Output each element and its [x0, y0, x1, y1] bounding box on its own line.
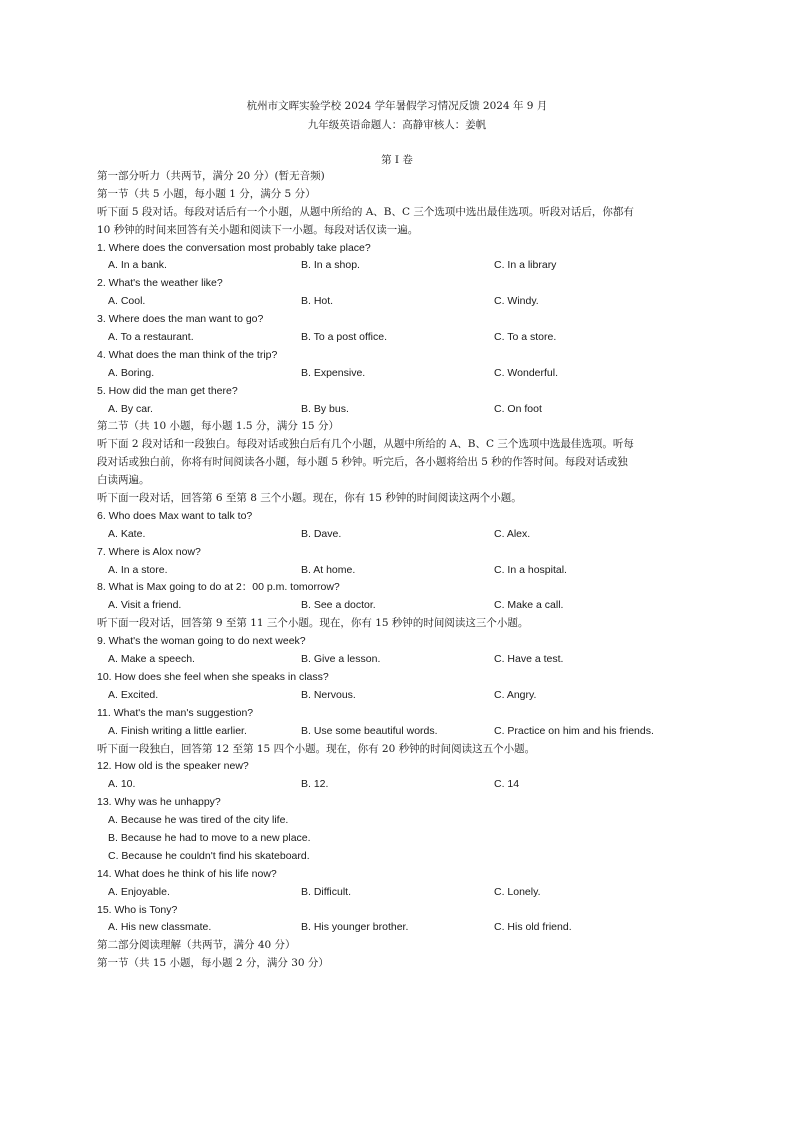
question-options [97, 597, 707, 615]
part2-section1-title: 第一节（共 15 小题，每小题 2 分，满分 30 分） [97, 957, 329, 970]
option-a: A. In a bank. [108, 259, 167, 272]
section2-instruction: 听下面 2 段对话和一段独白。每段对话或独白后有几个小题，从题中所给的 A、B、C 三个选项中选最佳选项。听每 [97, 438, 634, 451]
question-text: 11. What's the man's suggestion? [97, 706, 254, 719]
section1-instruction: 10 秒钟的时间来回答有关小题和阅读下一小题。每段对话仅读一遍。 [97, 223, 419, 236]
option-c: C. Angry. [494, 688, 537, 701]
question-options [97, 401, 707, 419]
option-c: C. On foot [494, 402, 542, 415]
exam-title: 杭州市文晖实验学校 2024 学年暑假学习情况反馈 2024 年 9 月 [246, 100, 548, 112]
question-text: 2. What's the weather like? [97, 277, 223, 290]
option-a: A. Cool. [108, 295, 146, 308]
option-c: C. Make a call. [494, 599, 564, 612]
option-c: C. Wonderful. [494, 366, 558, 379]
option-a: A. His new classmate. [108, 921, 212, 934]
option-c: C. To a store. [494, 331, 557, 344]
option-b: B. His younger brother. [301, 921, 409, 934]
section1-instruction: 听下面 5 段对话。每段对话后有一个小题，从题中所给的 A、B、C 三个选项中选出最佳选项。听段对话后，你都有 [97, 205, 634, 218]
option-a: A. Boring. [108, 366, 155, 379]
question-options [97, 562, 707, 580]
section2-instruction: 白读两遍。 [97, 474, 150, 487]
question-text: 12. How old is the speaker new? [97, 760, 249, 773]
question-text: 7. Where is Alox now? [97, 545, 201, 558]
question-options [97, 919, 707, 937]
option-a: A. To a restaurant. [108, 331, 194, 344]
group-instruction: 听下面一段对话，回答第 6 至第 8 三个小题。现在，你有 15 秒钟的时间阅读这两个小题。 [97, 492, 522, 505]
question-text: 6. Who does Max want to talk to? [97, 509, 253, 522]
section2-instruction: 段对话或独白前，你将有时间阅读各小题，每小题 5 秒钟。听完后，各小题将给出 5 秒的作答时间。每段对话或独 [97, 456, 628, 469]
question-text: 3. Where does the man want to go? [97, 313, 264, 326]
option-c: C. 14 [494, 778, 520, 791]
question-options [97, 365, 707, 383]
part2-title: 第二部分阅读理解（共两节，满分 40 分） [97, 939, 296, 952]
option-b: B. At home. [301, 563, 356, 576]
question-text: 14. What does he think of his life now? [97, 867, 277, 880]
option-b: B. In a shop. [301, 259, 360, 272]
question-text: 4. What does the man think of the trip? [97, 348, 278, 361]
option-c: C. In a library [494, 259, 557, 272]
question-text: 5. How did the man get there? [97, 384, 238, 397]
option-a: A. 10. [108, 778, 136, 791]
option-a: A. In a store. [108, 563, 168, 576]
option-a: A. Make a speech. [108, 653, 195, 666]
question-options [97, 687, 707, 705]
question-options [97, 651, 707, 669]
question-text: 10. How does she feel when she speaks in class? [97, 670, 329, 683]
option-b: B. Difficult. [301, 885, 351, 898]
section2-title: 第二节（共 10 小题，每小题 1.5 分，满分 15 分） [97, 420, 339, 433]
option-a: A. Finish writing a little earlier. [108, 724, 247, 737]
option-c: C. His old friend. [494, 921, 572, 934]
question-text: 8. What is Max going to do at 2：00 p.m. tomorrow? [97, 581, 340, 594]
option-c: C. Lonely. [494, 885, 541, 898]
option-c: C. Because he couldn't find his skateboard. [108, 849, 310, 862]
question-options [97, 884, 707, 902]
question-options [97, 293, 707, 311]
option-c: C. Practice on him and his friends. [494, 724, 654, 737]
option-b: B. Dave. [301, 527, 342, 540]
option-b: B. Give a lesson. [301, 653, 381, 666]
option-a: A. Enjoyable. [108, 885, 170, 898]
option-c: C. Windy. [494, 295, 539, 308]
option-b: B. Expensive. [301, 366, 366, 379]
question-text: 9. What's the woman going to do next week? [97, 635, 306, 648]
option-c: C. In a hospital. [494, 563, 567, 576]
question-text: 15. Who is Tony? [97, 903, 178, 916]
question-text: 13. Why was he unhappy? [97, 796, 221, 809]
volume-label: 第 I 卷 [381, 154, 413, 166]
exam-authors: 九年级英语命题人：高静审核人：姜帆 [307, 119, 487, 131]
option-a: A. Kate. [108, 527, 146, 540]
exam-content [97, 168, 707, 973]
option-c: C. Have a test. [494, 653, 564, 666]
group-instruction: 听下面一段独白，回答第 12 至第 15 四个小题。现在，你有 20 秒钟的时间阅读这五个小题。 [97, 742, 536, 755]
group-instruction: 听下面一段对话，回答第 9 至第 11 三个小题。现在，你有 15 秒钟的时间阅读这三个小题。 [97, 617, 529, 630]
option-b: B. To a post office. [301, 331, 387, 344]
part1-title: 第一部分听力（共两节，满分 20 分）(暂无音频) [97, 170, 325, 182]
question-options [97, 723, 707, 741]
section1-title: 第一节（共 5 小题，每小题 1 分，满分 5 分） [97, 187, 316, 200]
option-c: C. Alex. [494, 527, 531, 540]
question-text: 1. Where does the conversation most probably take place? [97, 241, 371, 254]
question-options [97, 257, 707, 275]
option-b: B. Because he had to move to a new place. [108, 831, 311, 844]
option-b: B. Use some beautiful words. [301, 724, 438, 737]
option-b: B. See a doctor. [301, 599, 376, 612]
option-b: B. Nervous. [301, 688, 356, 701]
question-options [97, 526, 707, 544]
option-a: A. Because he was tired of the city life. [108, 814, 289, 827]
option-a: A. Visit a friend. [108, 599, 182, 612]
option-a: A. Excited. [108, 688, 159, 701]
option-b: B. By bus. [301, 402, 349, 415]
question-options [97, 776, 707, 794]
question-options [97, 329, 707, 347]
option-b: B. 12. [301, 778, 329, 791]
option-a: A. By car. [108, 402, 153, 415]
option-b: B. Hot. [301, 295, 334, 308]
